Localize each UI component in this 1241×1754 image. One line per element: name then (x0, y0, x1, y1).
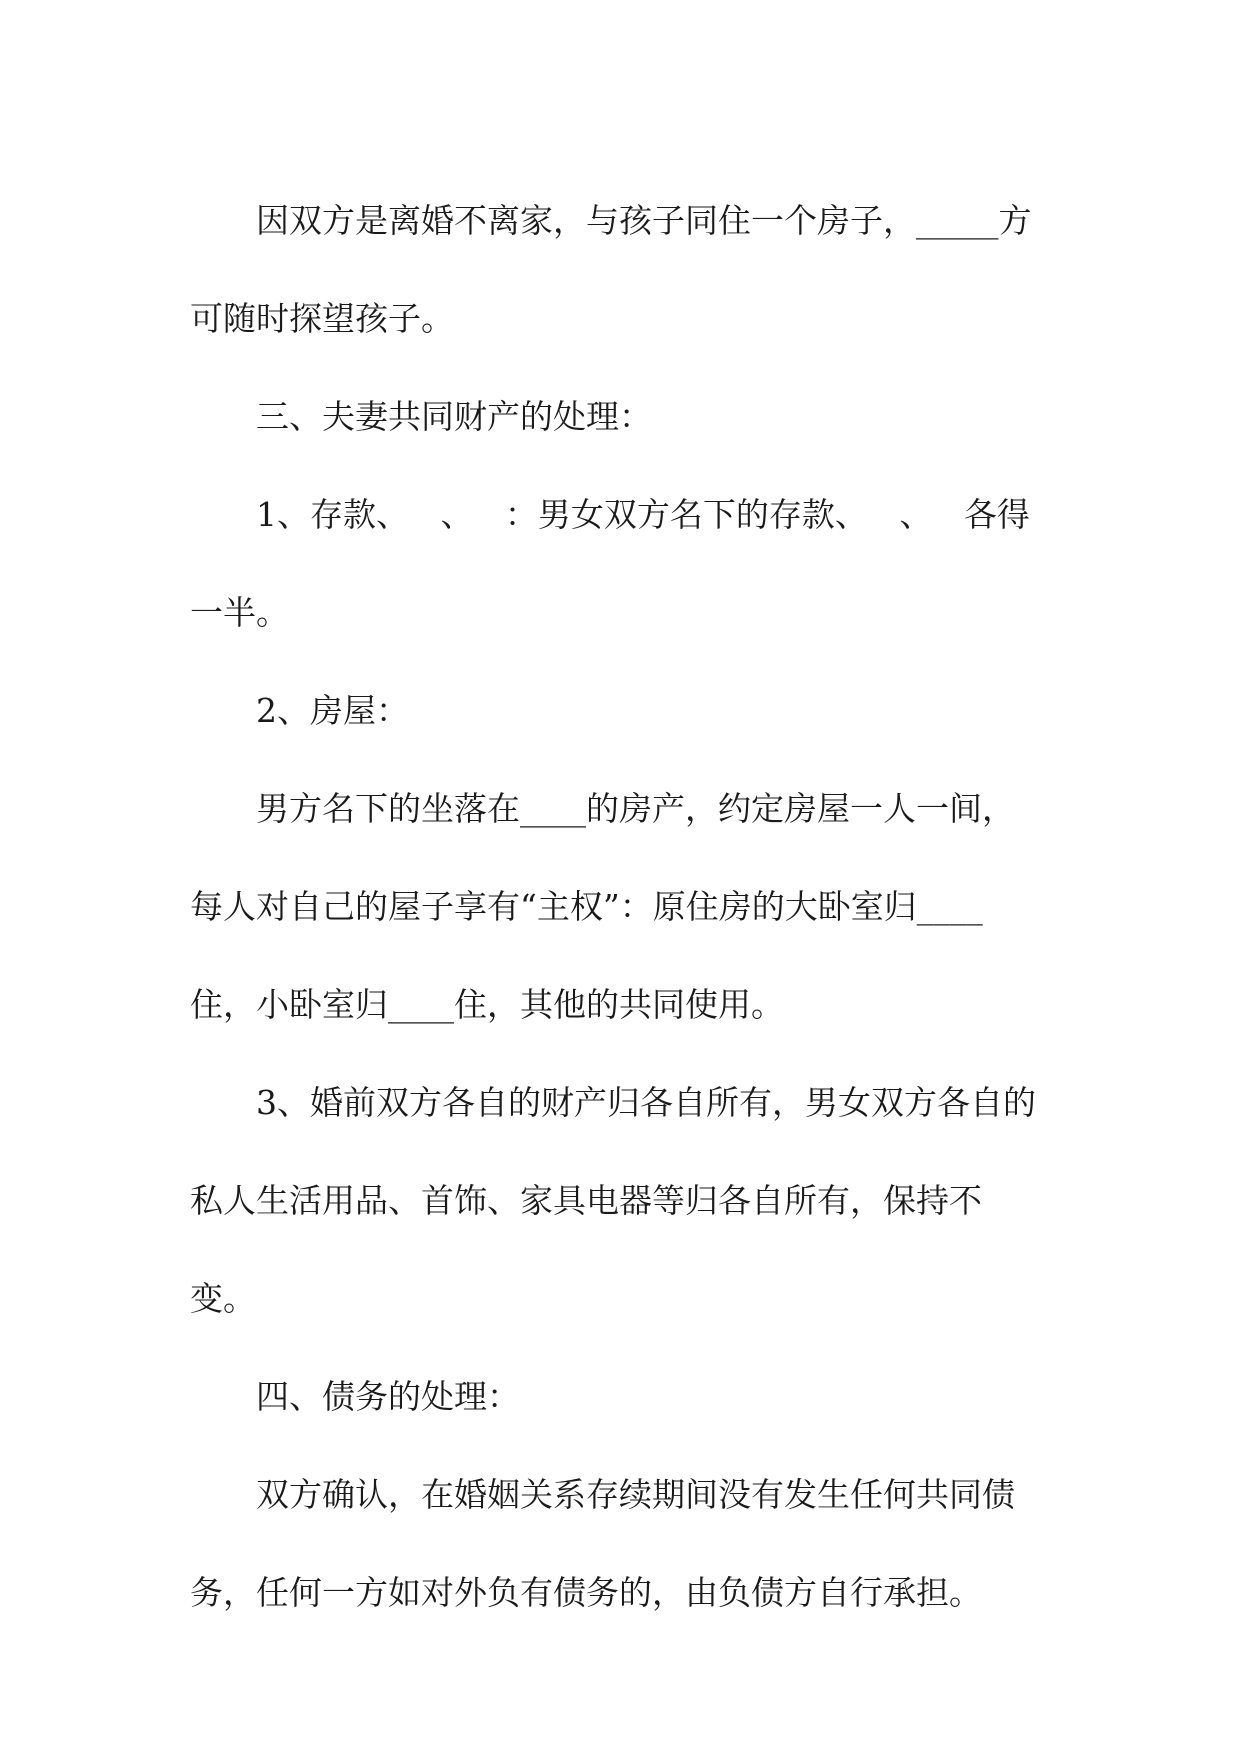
section-heading: 三、夫妻共同财产的处理： (256, 397, 652, 436)
paragraph-line: 1、存款、 、 ：男女双方名下的存款、 、 各得 (256, 495, 1030, 534)
paragraph-line: 住，小卧室归____住，其他的共同使用。 (190, 985, 784, 1024)
paragraph-line: 男方名下的坐落在____的房产，约定房屋一人一间， (256, 789, 1015, 828)
subsection-heading: 2、房屋： (256, 691, 409, 730)
section-heading: 四、债务的处理： (256, 1377, 520, 1416)
paragraph-line: 务，任何一方如对外负有债务的，由负债方自行承担。 (190, 1573, 982, 1612)
paragraph-line: 一半。 (190, 593, 289, 632)
paragraph-line: 可随时探望孩子。 (190, 299, 454, 338)
paragraph-line: 双方确认，在婚姻关系存续期间没有发生任何共同债 (256, 1475, 1015, 1514)
document-body (190, 172, 1050, 1642)
paragraph-line: 3、婚前双方各自的财产归各自所有，男女双方各自的 (256, 1083, 1036, 1122)
paragraph-line: 每人对自己的屋子享有“主权”：原住房的大卧室归____ (190, 887, 983, 926)
paragraph-line: 变。 (190, 1279, 256, 1318)
paragraph-line: 私人生活用品、首饰、家具电器等归各自所有，保持不 (190, 1181, 982, 1220)
paragraph-line: 因双方是离婚不离家，与孩子同住一个房子，_____方 (256, 201, 1032, 240)
